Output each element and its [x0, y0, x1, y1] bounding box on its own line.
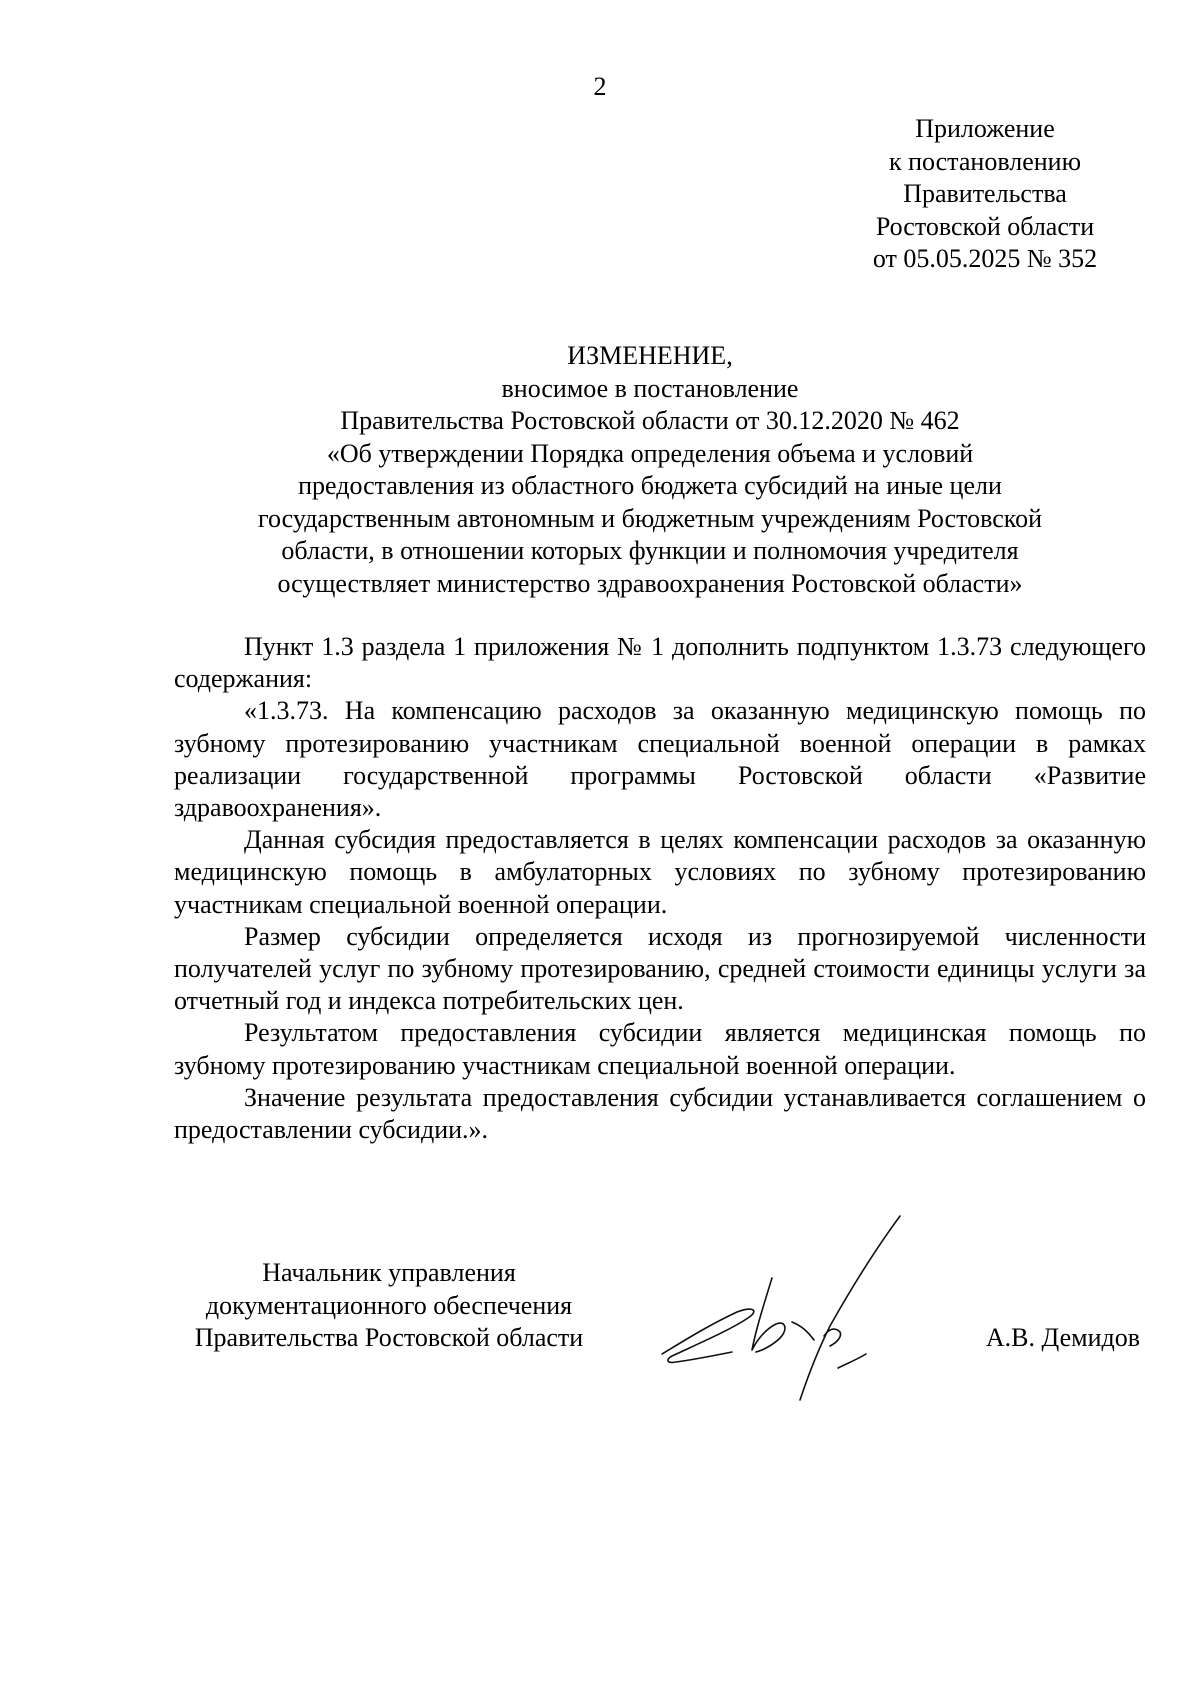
signer-position-line: документационного обеспечения	[205, 1290, 573, 1320]
appendix-line: Ростовской области	[875, 211, 1095, 241]
document-title: ИЗМЕНЕНИЕ,	[567, 341, 733, 370]
signer-position-line: Начальник управления	[262, 1258, 516, 1287]
body-paragraph: «1.3.73. На компенсацию расходов за оказанную медицинскую помощь по зубному протезированию участникам специальной военной операции в рамках реализации государственной программы Ростовской области «Развитие здравоохранения».	[174, 696, 1146, 823]
title-line: области, в отношении которых функции и полномочия учредителя	[281, 536, 1019, 565]
appendix-line: Правительства	[903, 179, 1067, 208]
title-line: Правительства Ростовской области от 30.12.2020 № 462	[340, 406, 960, 435]
body-paragraph: Размер субсидии определяется исходя из прогнозируемой численности получателей услуг по зубному протезированию, средней стоимости единицы услуги за отчетный год и индекса потребительских цен.	[174, 921, 1146, 1016]
body-paragraph: Данная субсидия предоставляется в целях компенсации расходов за оказанную медицинскую помощь в амбулаторных условиях по зубному протезированию участникам специальной военной операции.	[174, 825, 1146, 919]
title-line: «Об утверждении Порядка определения объема и условий	[326, 438, 974, 468]
title-line: предоставления из областного бюджета субсидий на иные цели	[298, 471, 1002, 500]
signature-block	[174, 1257, 1146, 1407]
handwritten-signature	[652, 1214, 902, 1404]
appendix-line: Приложение	[915, 114, 1055, 143]
title-line: вносимое в постановление	[501, 373, 799, 403]
signer-name: А.В. Демидов	[985, 1323, 1140, 1352]
document-body	[174, 631, 1146, 1146]
body-paragraph: Значение результата предоставления субсидии устанавливается соглашением о предоставлении субсидии.».	[174, 1082, 1146, 1145]
body-paragraph: Пункт 1.3 раздела 1 приложения № 1 дополнить подпунктом 1.3.73 следующего содержания:	[174, 632, 1146, 694]
appendix-line: к постановлению	[888, 146, 1082, 176]
document-title-block	[175, 340, 1125, 600]
appendix-line: от 05.05.2025 № 352	[872, 244, 1098, 273]
title-line: государственным автономным и бюджетным учреждениям Ростовской	[257, 503, 1043, 533]
body-paragraph: Результатом предоставления субсидии является медицинская помощь по зубному протезированию участникам специальной военной операции.	[174, 1018, 1146, 1080]
appendix-stamp	[820, 113, 1150, 276]
signer-position	[174, 1257, 604, 1355]
signer-position-line: Правительства Ростовской области	[194, 1323, 584, 1352]
title-line: осуществляет министерство здравоохранения Ростовской области»	[277, 568, 1023, 598]
page-number: 2	[593, 72, 607, 101]
